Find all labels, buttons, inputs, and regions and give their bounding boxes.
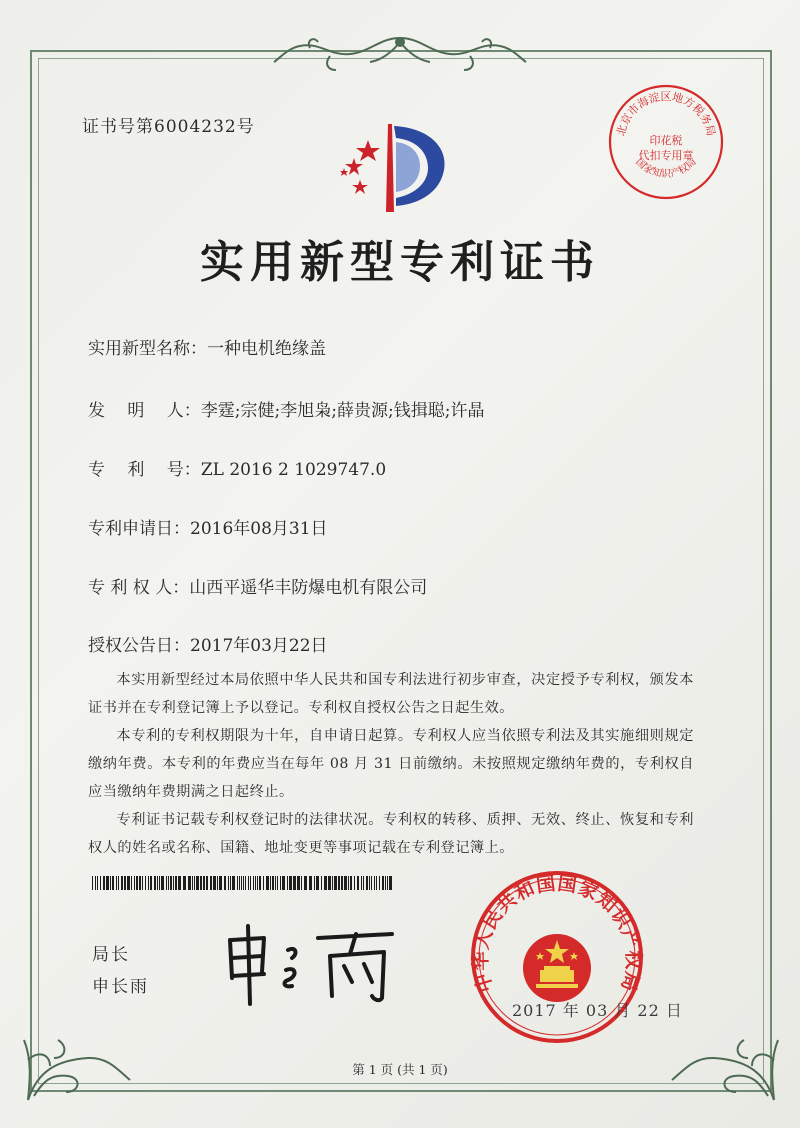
- tax-stamp-inner-1: 印花税: [649, 134, 683, 147]
- field-label: 专利申请日：: [88, 519, 190, 539]
- field-value: 一种电机绝缘盖: [207, 339, 326, 359]
- field-value: ZL 2016 2 1029747.0: [200, 460, 387, 480]
- director-signature: [222, 920, 402, 1010]
- field-label: 授权公告日：: [88, 636, 190, 656]
- director-title: 局长: [92, 945, 130, 965]
- field-utility-model-name: [88, 334, 326, 359]
- field-value: 山西平遥华丰防爆电机有限公司: [189, 578, 428, 598]
- field-grant-date: [88, 631, 328, 656]
- tax-stamp-bottom-text: 国家知识产权局: [633, 156, 699, 181]
- body-text: [88, 666, 694, 862]
- field-inventor: [88, 396, 484, 421]
- field-value: 2016年08月31日: [190, 519, 328, 539]
- page-number: 第 1 页 (共 1 页): [352, 1062, 448, 1077]
- bottom-left-ornament: [18, 1000, 138, 1110]
- page-title: 实用新型专利证书: [200, 237, 600, 288]
- field-value: 2017年03月22日: [190, 636, 328, 656]
- tax-stamp-inner-2: 代扣专用章: [638, 149, 694, 162]
- director-name: 申长雨: [92, 977, 149, 997]
- certificate-number: 证书号第6004232号: [82, 117, 255, 137]
- body-paragraph-3: 专利证书记载专利权登记时的法律状况。专利权的转移、质押、无效、终止、恢复和专利权人的姓名或名称、国籍、地址变更等事项记载在专利登记簿上。: [88, 812, 694, 856]
- field-application-date: [88, 514, 328, 539]
- field-label: 专 利 号：: [88, 460, 201, 480]
- field-label: 实用新型名称：: [88, 339, 207, 359]
- seal-arc-text: 中华人民共和国国家知识产权局: [469, 872, 645, 995]
- cnipa-logo: [330, 118, 460, 218]
- tax-stamp: [606, 82, 726, 202]
- top-ornament: [270, 32, 530, 76]
- field-patent-number: [88, 455, 386, 480]
- tax-stamp-arc-text: 北京市海淀区地方税务局: [614, 90, 718, 138]
- barcode: [92, 876, 392, 890]
- svg-text:北京市海淀区地方税务局: [614, 89, 717, 137]
- body-paragraph-2: 本专利的专利权期限为十年，自申请日起算。专利权人应当依照专利法及其实施细则规定缴纳年费。本专利的年费应当在每年 08 月 31 日前缴纳。未按照规定缴纳年费的，专利权自应当缴纳年费期满之日起终止。: [88, 728, 694, 800]
- field-label: 专 利 权 人：: [88, 578, 190, 598]
- field-value: 李霆;宗健;李旭枭;薛贵源;钱揖聪;许晶: [200, 401, 485, 421]
- field-patentee: [88, 573, 427, 598]
- body-paragraph-1: 本实用新型经过本局依照中华人民共和国专利法进行初步审查，决定授予专利权，颁发本证书并在专利登记簿上予以登记。专利权自授权公告之日起生效。: [88, 672, 694, 716]
- field-label: 发 明 人：: [88, 401, 201, 421]
- seal-date: 2017 年 03 月 22 日: [512, 1001, 683, 1020]
